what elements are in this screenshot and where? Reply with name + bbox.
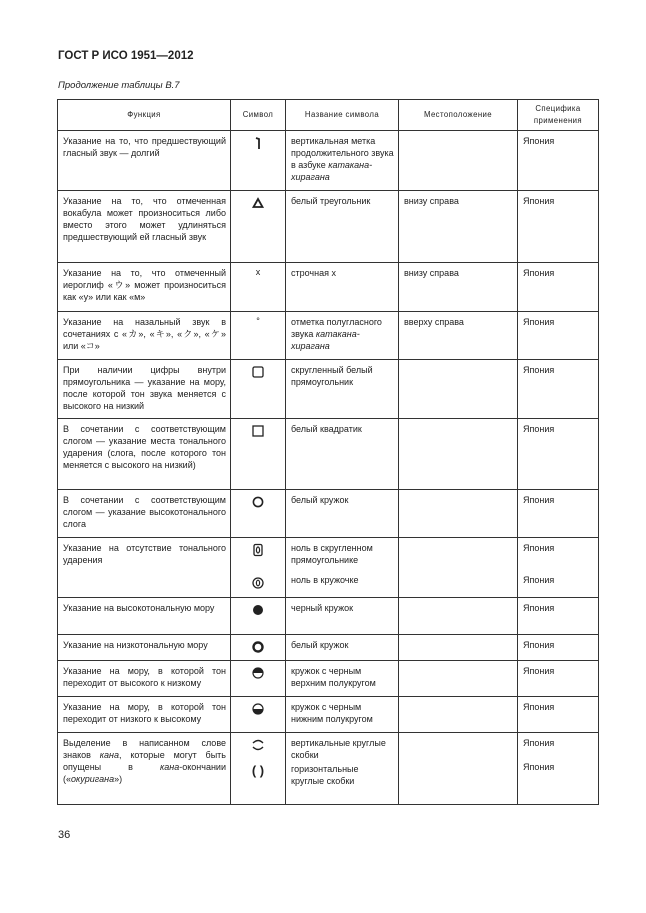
symbol-cell [231, 312, 286, 360]
column-header-symbol-name: Название символа [286, 100, 399, 131]
function-cell: Указание на отсутствие тонального ударения [58, 538, 231, 598]
white-circle-icon [251, 495, 265, 509]
circle-black-upper-half-icon [251, 666, 265, 680]
white-triangle-icon [251, 196, 265, 210]
function-cell: Указание на высокотональную мору [58, 598, 231, 635]
location-cell [399, 419, 518, 490]
symbol-name-cell: белый кружок [286, 635, 399, 661]
location-cell [399, 697, 518, 733]
usage-cell: Япония [518, 263, 599, 312]
location-cell: вверху справа [399, 312, 518, 360]
table-row [58, 419, 599, 490]
table-row [58, 490, 599, 538]
location-cell [399, 131, 518, 191]
zero-in-circle-icon [251, 576, 265, 590]
symbol-cell [231, 191, 286, 263]
column-header-location: Местоположение [399, 100, 518, 131]
function-cell: При наличии цифры внутри прямоугольника — указание на мору, после которой тон звука меняется с высокого на низкий [58, 360, 231, 419]
usage-cell: Япония [518, 312, 599, 360]
function-cell: В сочетании с соответствующим слогом — указание высокотонального слога [58, 490, 231, 538]
usage-cell: Япония [518, 490, 599, 538]
symbol-cell [231, 538, 286, 598]
table-row [58, 697, 599, 733]
vertical-round-brackets-icon [251, 738, 265, 752]
function-cell: Указание на мору, в которой тон переходит от низкого к высокому [58, 697, 231, 733]
symbol-cell [231, 360, 286, 419]
symbol-cell [231, 419, 286, 490]
symbol-name-cell: черный кружок [286, 598, 399, 635]
table-row [58, 635, 599, 661]
usage-cell: Япония [518, 598, 599, 635]
horizontal-round-brackets-icon: ( ) [251, 763, 265, 778]
function-cell: В сочетании с соответствующим слогом — указание места тонального ударения (слога, после которого тон меняется с высокого на низкий) [58, 419, 231, 490]
usage-cell: Япония [518, 661, 599, 697]
symbol-name-cell: отметка полугласного звука катакана-хирагана [286, 312, 399, 360]
function-cell: Указание на то, что отмеченный иероглиф «ウ» может произноситься как «у» или как «м» [58, 263, 231, 312]
function-cell: Указание на низкотональную мору [58, 635, 231, 661]
table-row [58, 661, 599, 697]
symbol-cell [231, 490, 286, 538]
usage-cell: Япония [518, 419, 599, 490]
usage-cell: Япония Япония [518, 538, 599, 598]
white-square-icon [251, 424, 265, 438]
symbol-name-cell: строчная х [286, 263, 399, 312]
vertical-mark-icon [251, 136, 265, 150]
column-header-usage: Специфика применения [518, 100, 599, 131]
table-row [58, 360, 599, 419]
half-voiced-mark-icon: ° [256, 316, 260, 326]
location-cell [399, 598, 518, 635]
table-row [58, 131, 599, 191]
table-row [58, 312, 599, 360]
symbol-cell [231, 131, 286, 191]
table-row [58, 191, 599, 263]
bold-white-circle-icon [251, 640, 265, 654]
page-number: 36 [58, 829, 71, 841]
table-row [58, 598, 599, 635]
circle-black-lower-half-icon [251, 702, 265, 716]
rounded-white-rectangle-icon [251, 365, 265, 379]
usage-cell: Япония [518, 360, 599, 419]
table-header-row [58, 100, 599, 131]
location-cell: внизу справа [399, 191, 518, 263]
usage-cell: Япония [518, 635, 599, 661]
symbol-name-cell: вертикальные круглые скобки горизонтальные круглые скобки [286, 733, 399, 805]
location-cell [399, 635, 518, 661]
symbol-cell [231, 661, 286, 697]
symbol-cell [231, 635, 286, 661]
function-cell: Указание на назальный звук в сочетаниях с «カ», «キ», «ク», «ケ» или «コ» [58, 312, 231, 360]
symbol-name-cell: вертикальная метка продолжительного звука в азбуке катакана-хирагана [286, 131, 399, 191]
small-x-icon: x [255, 267, 261, 277]
symbol-name-cell: белый треугольник [286, 191, 399, 263]
function-cell: Выделение в написанном слове знаков кана, которые могут быть опущены в кана-окончании («окуригана») [58, 733, 231, 805]
table-row [58, 733, 599, 805]
location-cell: внизу справа [399, 263, 518, 312]
table-row [58, 538, 599, 598]
table-continuation-caption: Продолжение таблицы В.7 [58, 80, 180, 91]
symbol-cell [231, 263, 286, 312]
zero-in-rounded-rectangle-icon [251, 543, 265, 557]
function-cell: Указание на мору, в которой тон переходит от высокого к низкому [58, 661, 231, 697]
symbol-name-cell: скругленный белый прямоугольник [286, 360, 399, 419]
function-cell: Указание на то, что отмеченная вокабула может произноситься либо вместо этого может удлиняться предшествующий ей гласный звук [58, 191, 231, 263]
usage-cell: Япония [518, 131, 599, 191]
symbol-cell [231, 733, 286, 805]
column-header-symbol: Символ [231, 100, 286, 131]
symbol-name-cell: белый квадратик [286, 419, 399, 490]
location-cell [399, 490, 518, 538]
usage-cell: Япония Япония [518, 733, 599, 805]
location-cell [399, 538, 518, 598]
location-cell [399, 661, 518, 697]
symbol-name-cell: ноль в скругленном прямоугольнике ноль в кружочке [286, 538, 399, 598]
symbol-name-cell: белый кружок [286, 490, 399, 538]
symbol-cell [231, 697, 286, 733]
function-cell: Указание на то, что предшествующий гласный звук — долгий [58, 131, 231, 191]
location-cell [399, 733, 518, 805]
symbol-name-cell: кружок с черным верхним полукругом [286, 661, 399, 697]
column-header-function: Функция [58, 100, 231, 131]
black-circle-icon [251, 603, 265, 617]
table-row [58, 263, 599, 312]
symbols-table [57, 99, 599, 805]
location-cell [399, 360, 518, 419]
document-header: ГОСТ Р ИСО 1951—2012 [58, 50, 194, 62]
symbol-name-cell: кружок с черным нижним полукругом [286, 697, 399, 733]
usage-cell: Япония [518, 697, 599, 733]
usage-cell: Япония [518, 191, 599, 263]
symbol-cell [231, 598, 286, 635]
